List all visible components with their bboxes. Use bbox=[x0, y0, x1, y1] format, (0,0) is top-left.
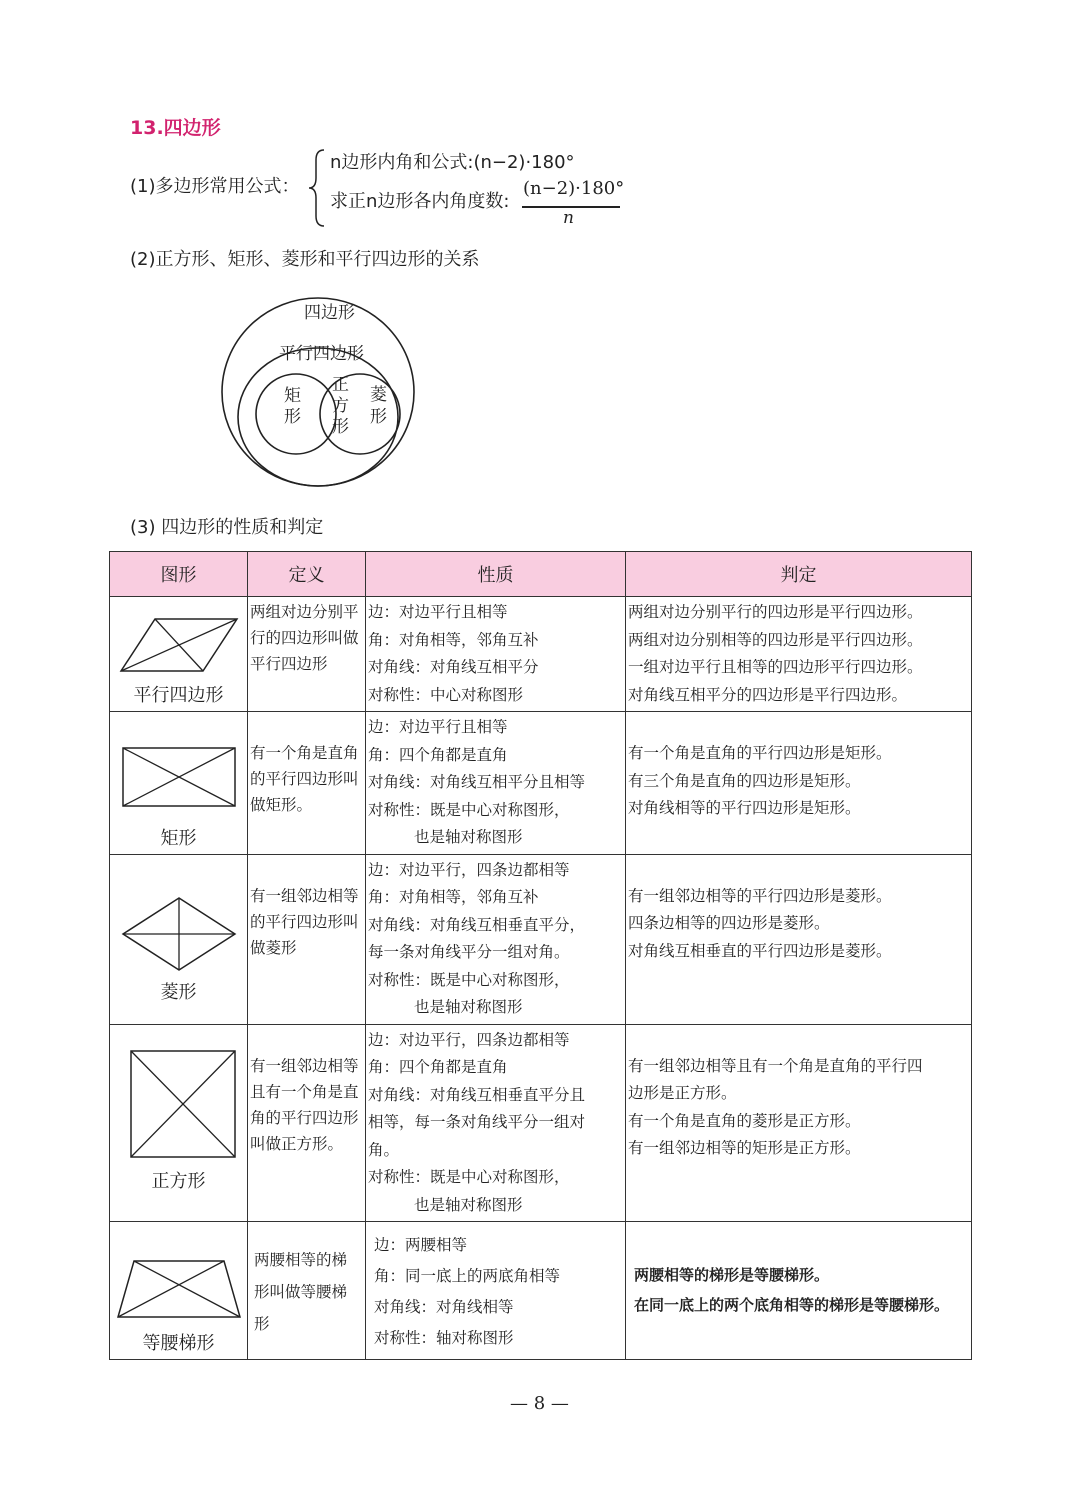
definition-cell: 有一组邻边相等的平行四边形叫做菱形 bbox=[248, 854, 366, 1024]
section-title: 13.四边形 bbox=[130, 117, 221, 139]
table-row bbox=[110, 1222, 972, 1360]
quadrilateral-properties-table bbox=[109, 551, 972, 1360]
shape-name: 菱形 bbox=[160, 981, 197, 1003]
properties-cell bbox=[366, 1222, 626, 1360]
venn-label-square-1: 正 bbox=[332, 375, 349, 395]
header-definition: 定义 bbox=[248, 552, 366, 597]
criteria-line: 两腰相等的梯形是等腰梯形。 bbox=[634, 1266, 830, 1284]
quadrilateral-venn-diagram bbox=[218, 296, 418, 496]
properties-cell bbox=[366, 712, 626, 855]
shape-cell bbox=[110, 712, 248, 855]
property-line: 对角线：对角线互相平分 bbox=[368, 658, 539, 676]
property-line: 对称性：既是中心对称图形， bbox=[368, 1168, 570, 1186]
section-3-heading: (3) 四边形的性质和判定 bbox=[130, 517, 324, 538]
criteria-line: 在同一底上的两个底角相等的梯形是等腰梯形。 bbox=[634, 1296, 950, 1314]
formula-label: (1)多边形常用公式： bbox=[130, 176, 300, 197]
definition-cell: 有一个角是直角的平行四边形叫做矩形。 bbox=[248, 712, 366, 855]
property-line: 对角线：对角线互相平分且相等 bbox=[368, 773, 586, 791]
criteria-line: 对角线互相垂直的平行四边形是菱形。 bbox=[628, 941, 892, 960]
property-line: 边：对边平行，四条边都相等 bbox=[368, 1030, 570, 1049]
property-line: 对称性：轴对称图形 bbox=[374, 1329, 514, 1347]
criteria-line: 两组对边分别平行的四边形是平行四边形。 bbox=[628, 603, 923, 621]
header-properties: 性质 bbox=[366, 552, 626, 597]
parallelogram-figure bbox=[119, 613, 239, 677]
venn-label-rect-1: 矩 bbox=[284, 386, 301, 406]
header-criteria: 判定 bbox=[626, 552, 972, 597]
property-line: 边：对边平行且相等 bbox=[368, 718, 508, 736]
criteria-line: 两组对边分别相等的四边形是平行四边形。 bbox=[628, 630, 923, 649]
criteria-line: 一组对边平行且相等的四边形平行四边形。 bbox=[628, 658, 923, 676]
header-shape: 图形 bbox=[110, 552, 248, 597]
property-line: 角。 bbox=[368, 1140, 400, 1159]
property-line: 角：对角相等，邻角互补 bbox=[368, 888, 539, 906]
shape-cell bbox=[110, 854, 248, 1024]
properties-cell bbox=[366, 597, 626, 712]
criteria-line: 有一组邻边相等的矩形是正方形。 bbox=[628, 1139, 861, 1157]
shape-cell bbox=[110, 597, 248, 712]
page-number: — 8 — bbox=[510, 1393, 569, 1414]
venn-label-rhombus-1: 菱 bbox=[370, 385, 387, 405]
definition-cell: 有一组邻边相等且有一个角是直角的平行四边形叫做正方形。 bbox=[248, 1024, 366, 1222]
criteria-line: 对角线相等的平行四边形是矩形。 bbox=[628, 799, 861, 817]
property-line: 也是轴对称图形 bbox=[414, 998, 523, 1016]
property-line: 角：四个角都是直角 bbox=[368, 1058, 508, 1076]
venn-label-rect-2: 形 bbox=[284, 407, 301, 427]
rhombus-figure bbox=[119, 894, 239, 974]
shape-cell bbox=[110, 1024, 248, 1222]
criteria-line: 有一个角是直角的平行四边形是矩形。 bbox=[628, 744, 892, 762]
formula-denominator: n bbox=[563, 208, 574, 228]
property-line: 边：对边平行，四条边都相等 bbox=[368, 860, 570, 879]
property-line: 对角线：对角线相等 bbox=[374, 1298, 514, 1316]
criteria-cell bbox=[626, 597, 972, 712]
shape-name: 平行四边形 bbox=[133, 685, 224, 706]
property-line: 角：四个角都是直角 bbox=[368, 745, 508, 764]
venn-label-square-3: 形 bbox=[332, 417, 349, 437]
properties-cell bbox=[366, 854, 626, 1024]
property-line: 每一条对角线平分一组对角。 bbox=[368, 943, 570, 961]
criteria-cell bbox=[626, 854, 972, 1024]
criteria-cell bbox=[626, 1024, 972, 1222]
venn-label-quadrilateral: 四边形 bbox=[304, 303, 355, 323]
property-line: 也是轴对称图形 bbox=[414, 1195, 523, 1214]
criteria-line: 有三个角是直角的四边形是矩形。 bbox=[628, 771, 861, 790]
definition-cell: 两组对边分别平行的四边形叫做平行四边形 bbox=[248, 597, 366, 712]
section-2-heading: (2)正方形、矩形、菱形和平行四边形的关系 bbox=[130, 249, 480, 270]
formula-numerator: (n−2)·180° bbox=[523, 178, 625, 199]
criteria-line: 有一组邻边相等且有一个角是直角的平行四 bbox=[628, 1056, 923, 1075]
table-row bbox=[110, 854, 972, 1024]
property-line: 对角线：对角线互相垂直平分， bbox=[368, 915, 586, 934]
properties-cell bbox=[366, 1024, 626, 1222]
criteria-cell bbox=[626, 712, 972, 855]
isosceles-trapezoid-figure bbox=[114, 1255, 244, 1325]
property-line: 对称性：中心对称图形 bbox=[368, 685, 524, 704]
property-line: 相等，每一条对角线平分一组对 bbox=[368, 1113, 586, 1131]
venn-label-parallelogram: 平行四边形 bbox=[279, 344, 364, 364]
table-header-row bbox=[110, 552, 972, 597]
property-line: 对角线：对角线互相垂直平分且 bbox=[368, 1085, 586, 1104]
table-row bbox=[110, 597, 972, 712]
shape-cell bbox=[110, 1222, 248, 1360]
table-row bbox=[110, 712, 972, 855]
table-row bbox=[110, 1024, 972, 1222]
property-line: 对称性：既是中心对称图形， bbox=[368, 970, 570, 989]
definition-cell: 两腰相等的梯形叫做等腰梯形 bbox=[248, 1222, 366, 1360]
shape-name: 正方形 bbox=[151, 1171, 206, 1192]
property-line: 边：对边平行且相等 bbox=[368, 603, 508, 621]
square-figure bbox=[119, 1043, 239, 1163]
formula-interior-sum: n边形内角和公式:(n−2)·180° bbox=[330, 152, 575, 173]
property-line: 也是轴对称图形 bbox=[414, 828, 523, 846]
criteria-line: 边形是正方形。 bbox=[628, 1084, 737, 1102]
venn-label-rhombus-2: 形 bbox=[370, 407, 387, 427]
shape-name: 等腰梯形 bbox=[142, 1333, 215, 1354]
rectangle-figure bbox=[119, 744, 239, 810]
venn-label-square-2: 方 bbox=[332, 396, 349, 416]
shape-name: 矩形 bbox=[160, 827, 197, 849]
criteria-line: 对角线互相平分的四边形是平行四边形。 bbox=[628, 685, 908, 704]
criteria-line: 有一组邻边相等的平行四边形是菱形。 bbox=[628, 886, 892, 905]
property-line: 角：同一底上的两底角相等 bbox=[374, 1267, 561, 1285]
criteria-line: 四条边相等的四边形是菱形。 bbox=[628, 914, 830, 932]
brace-symbol bbox=[306, 148, 328, 228]
property-line: 角：对角相等，邻角互补 bbox=[368, 630, 539, 649]
criteria-cell bbox=[626, 1222, 972, 1360]
property-line: 对称性：既是中心对称图形， bbox=[368, 800, 570, 819]
criteria-line: 有一个角是直角的菱形是正方形。 bbox=[628, 1111, 861, 1130]
property-line: 边：两腰相等 bbox=[374, 1236, 468, 1254]
formula-regular-angle: 求正n边形各内角度数: bbox=[330, 191, 510, 212]
